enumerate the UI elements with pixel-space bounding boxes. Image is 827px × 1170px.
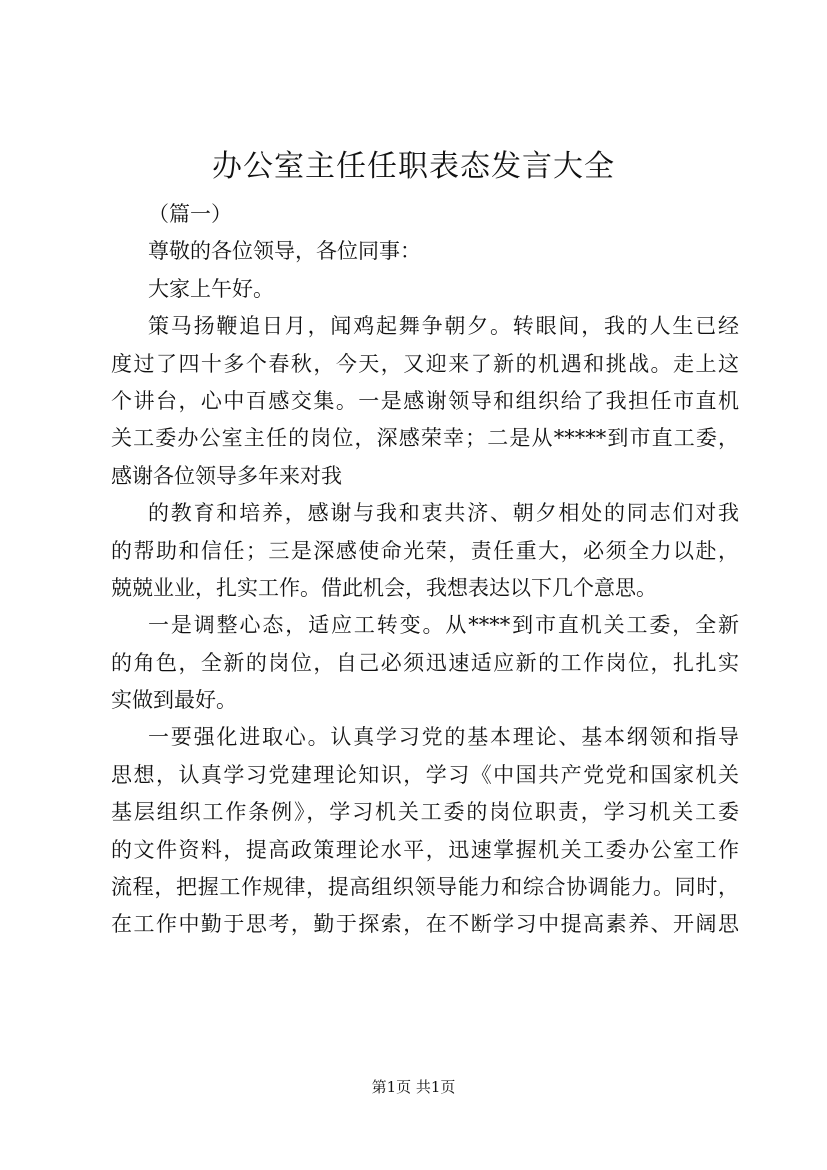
text-line: 感谢各位领导多年来对我 — [111, 463, 342, 488]
text-line: 一要强化进取心。认真学习党的基本理论、基本纲领和指导 — [148, 725, 739, 750]
text-line: 的教育和培养，感谢与我和衷共济、朝夕相处的同志们对我 — [148, 501, 739, 526]
salutation-line: 大家上午好。 — [148, 276, 274, 301]
text-line: 的帮助和信任；三是深感使命光荣，责任重大，必须全力以赴， — [111, 538, 739, 563]
text-line: 的角色，全新的岗位，自己必须迅速适应新的工作岗位，扎扎实 — [111, 650, 739, 675]
page-footer: 第1页 共1页 — [371, 1078, 456, 1096]
section-label: （篇一） — [148, 202, 232, 226]
text-line: 度过了四十多个春秋，今天，又迎来了新的机遇和挑战。走上这 — [111, 351, 739, 376]
text-line: 个讲台，心中百感交集。一是感谢领导和组织给了我担任市直机 — [111, 388, 739, 413]
text-line: 在工作中勤于思考，勤于探索，在不断学习中提高素养、开阔思 — [111, 912, 739, 937]
document-title: 办公室主任任职表态发言大全 — [212, 149, 615, 184]
text-line: 实做到最好。 — [111, 688, 237, 713]
text-line: 策马扬鞭追日月，闻鸡起舞争朝夕。转眼间，我的人生已经 — [148, 314, 739, 339]
text-line: 思想，认真学习党建理论知识，学习《中国共产党党和国家机关 — [111, 762, 739, 787]
document-body — [111, 196, 739, 944]
text-line: 基层组织工作条例》，学习机关工委的岗位职责，学习机关工委 — [111, 800, 739, 825]
text-line: 关工委办公室主任的岗位，深感荣幸；二是从*****到市直工委， — [111, 426, 739, 451]
text-line: 的文件资料，提高政策理论水平，迅速掌握机关工委办公室工作 — [111, 837, 739, 862]
text-line: 流程，把握工作规律，提高组织领导能力和综合协调能力。同时， — [111, 875, 739, 900]
text-line: 兢兢业业，扎实工作。借此机会，我想表达以下几个意思。 — [111, 575, 657, 600]
greeting-line: 尊敬的各位领导，各位同事： — [148, 239, 421, 264]
text-line: 一是调整心态，适应工转变。从****到市直机关工委，全新 — [148, 613, 739, 638]
